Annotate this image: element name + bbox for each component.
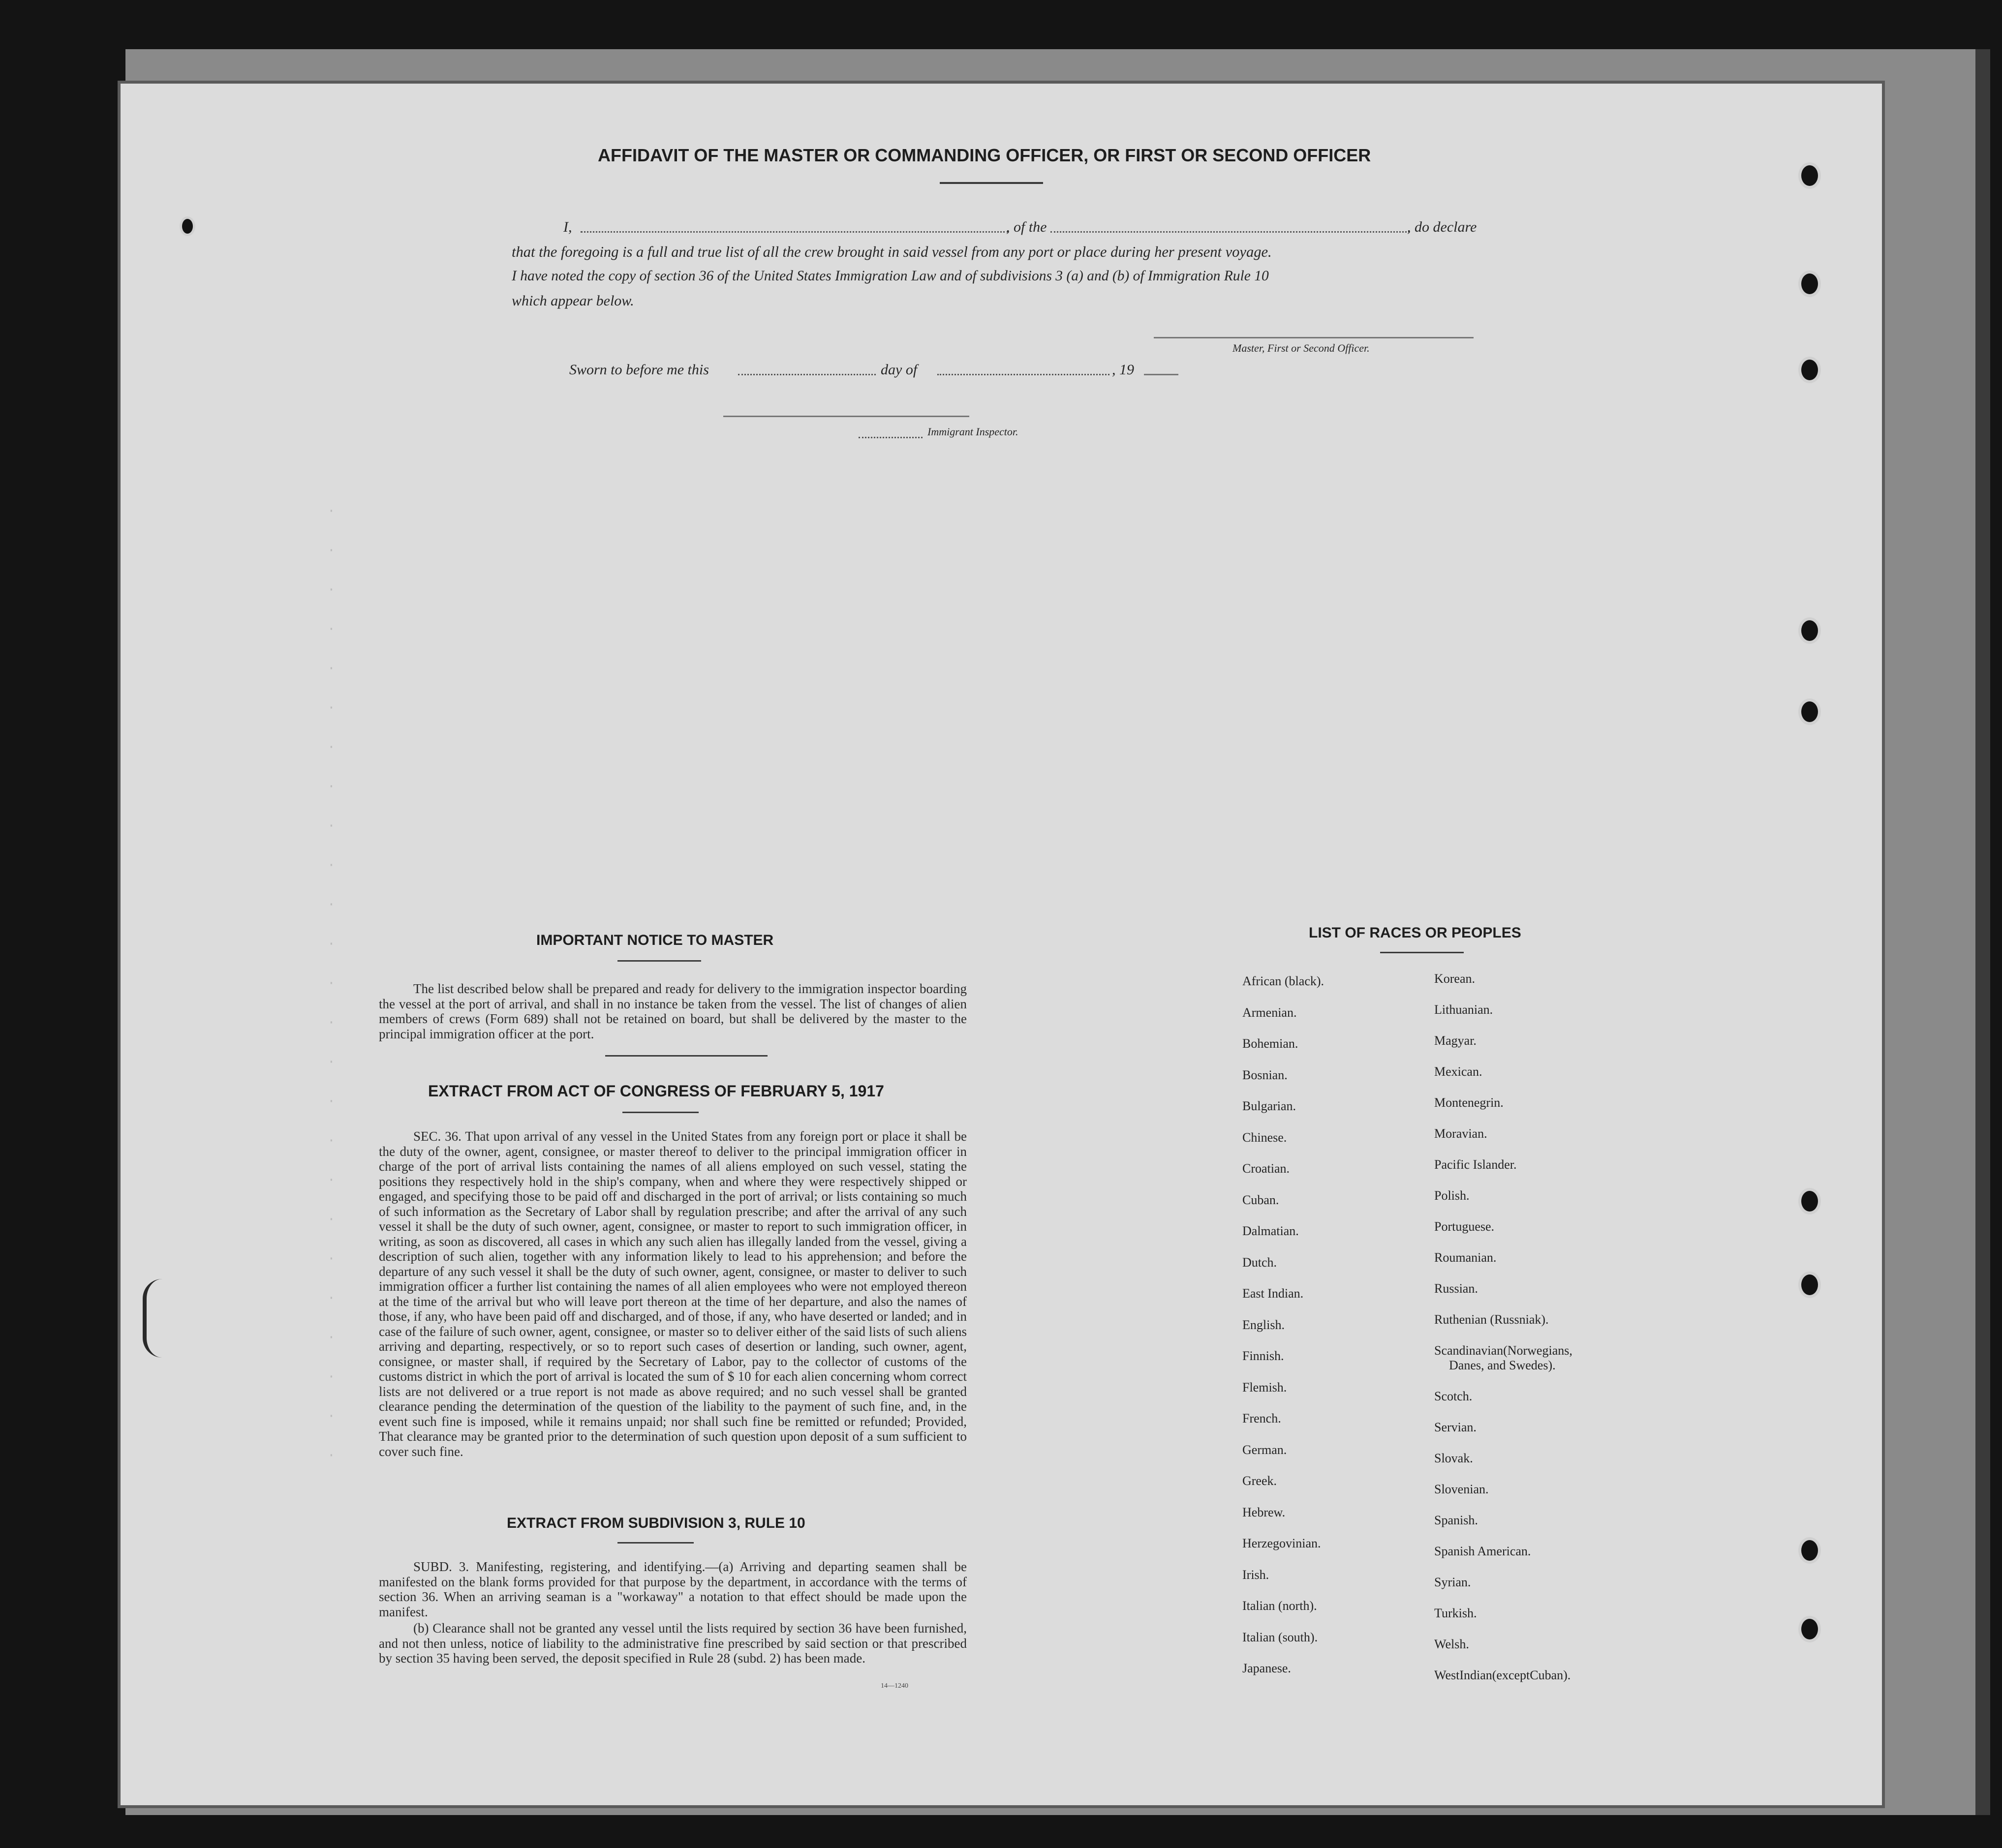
affidavit-line-4: which appear below.	[512, 293, 634, 309]
race-item: Syrian.	[1434, 1575, 1471, 1589]
race-item: Polish.	[1434, 1188, 1470, 1203]
inspector-signature-line[interactable]	[723, 416, 969, 417]
sworn-label: Sworn to before me this	[569, 362, 709, 378]
master-signature-caption: Master, First or Second Officer.	[1232, 342, 1370, 354]
race-item: Cuban.	[1242, 1192, 1279, 1207]
race-item: Bulgarian.	[1242, 1099, 1296, 1113]
race-item: Slovak.	[1434, 1451, 1473, 1465]
binder-hole-3	[1798, 357, 1821, 383]
binder-hole-4	[1798, 617, 1821, 644]
race-item: Roumanian.	[1434, 1250, 1497, 1265]
form-number: 14—1240	[881, 1682, 908, 1690]
extract-act-body: SEC. 36. That upon arrival of any vessel in the United States from any foreign port or place it shall be the duty of the owner, agent, consignee, or master thereof to deliver to the principal immigration officer in charge of the port of arrival lists containing the names of all aliens employed on such vessel, stating the positions they respectively hold in the ship's company, when and where they were respectively shipped or engaged, and specifying those to be paid off and discharged in the port of arrival; or lists containing so much of such information as the Secretary of Labor shall by regulation prescribe; and after the arrival of any such vessel it shall be the duty of such owner, agent, consignee, or master to report to such immigration officer, in writing, as soon as discovered, all cases in which any such alien has illegally landed from the vessel, giving a description of such alien, together with any information likely to lead to his apprehension; and before the departure of any such vessel it shall be the duty of such owner, agent, consignee, or master to deliver to such immigration officer a further list containing the names of all alien employees who were not employed thereon at the time of the arrival but who will leave port thereon at the time of her departure, and also the names of those, if any, who have been paid off and discharged, and of those, if any, who have deserted or landed; and in case of the failure of such owner, agent, consignee, or master so to deliver either of the said lists of such aliens arriving and departing, respectively, or so to report such cases of desertion or landing, such owner, agent, consignee, or master shall, if required by the Secretary of Labor, pay to the collector of customs of the customs district in which the port of arrival is located the sum of $ 10 for each alien concerning whom correct lists are not delivered or a true report is not made as above required; and no such vessel shall be granted clearance pending the determination of the question of the liability to the payment of such fine, and, in the event such fine is imposed, while it remains unpaid; nor shall such fine be remitted or refunded; Provided, That clearance may be granted prior to the determination of such question upon deposit of a sum sufficient to cover such fine.	[379, 1129, 967, 1459]
race-item: Spanish American.	[1434, 1544, 1531, 1558]
sworn-day-field[interactable]	[738, 374, 876, 375]
race-item: Welsh.	[1434, 1637, 1469, 1651]
notice-title-rule	[617, 960, 701, 962]
manifest-back-page	[121, 84, 1882, 1805]
binder-hole-7	[1798, 1272, 1821, 1298]
side-stamp	[143, 1279, 166, 1358]
race-item: French.	[1242, 1411, 1281, 1425]
race-item: Slovenian.	[1434, 1482, 1489, 1496]
affidavit-of-the-label: , of the	[1006, 219, 1047, 235]
affidavit-title-rule	[940, 182, 1043, 184]
race-item: Ruthenian (Russniak).	[1434, 1312, 1549, 1327]
sworn-year-prefix: , 19	[1112, 362, 1134, 378]
affidavit-line-3: I have noted the copy of section 36 of the United States Immigration Law and of subdivisions 3 (a) and (b) of Immigration Rule 10	[512, 268, 1269, 284]
race-item: Dutch.	[1242, 1255, 1277, 1270]
race-item: East Indian.	[1242, 1286, 1304, 1301]
officer-name-field[interactable]	[581, 231, 1009, 233]
race-item: Korean.	[1434, 971, 1476, 986]
binder-hole-1	[1798, 162, 1821, 189]
affidavit-i-label: I,	[563, 219, 572, 235]
extract-rule-para-a: SUBD. 3. Manifesting, registering, and identifying.—(a) Arriving and departing seamen shall be manifested on the blank forms provided for that purpose by the department, in accordance with the terms of section 36. When an arriving seaman is a "workaway" a notation to that effect should be made upon the manifest.	[379, 1559, 967, 1619]
race-item: Bohemian.	[1242, 1036, 1298, 1051]
race-item: Italian (south).	[1242, 1630, 1318, 1644]
race-item: Spanish.	[1434, 1513, 1478, 1527]
race-item: Chinese.	[1242, 1130, 1287, 1145]
master-signature-line[interactable]	[1154, 337, 1474, 338]
race-item: Turkish.	[1434, 1606, 1477, 1620]
race-item: Montenegrin.	[1434, 1095, 1504, 1110]
binder-hole-5	[1798, 698, 1821, 725]
binder-hole-2	[1798, 271, 1821, 297]
extract-rule-para-b: (b) Clearance shall not be granted any vessel until the lists required by section 36 have been furnished, and not then unless, notice of liability to the administrative fine prescribed by said section or that prescribed by section 35 having been served, the deposit specified in Rule 28 (subd. 2) has been made.	[379, 1621, 967, 1666]
affidavit-title: AFFIDAVIT OF THE MASTER OR COMMANDING OFFICER, OR FIRST OR SECOND OFFICER	[598, 145, 1371, 165]
races-title: LIST OF RACES OR PEOPLES	[1309, 925, 1521, 941]
sworn-year-field[interactable]	[1144, 374, 1178, 375]
race-item: African (black).	[1242, 974, 1324, 988]
binder-hole-9	[1798, 1616, 1821, 1642]
race-item: Lithuanian.	[1434, 1002, 1493, 1017]
race-item: Mexican.	[1434, 1064, 1482, 1079]
race-item: Hebrew.	[1242, 1505, 1286, 1519]
sworn-day-of-label: day of	[881, 362, 918, 378]
races-title-rule	[1380, 952, 1464, 953]
race-item: Servian.	[1434, 1420, 1477, 1434]
race-item: Irish.	[1242, 1567, 1269, 1582]
binder-hole-left	[180, 216, 195, 236]
race-item: English.	[1242, 1317, 1285, 1332]
race-item: Bosnian.	[1242, 1067, 1288, 1082]
binder-hole-6	[1798, 1188, 1821, 1214]
race-item: Greek.	[1242, 1474, 1277, 1488]
race-item: Armenian.	[1242, 1005, 1297, 1020]
inspector-caption: Immigrant Inspector.	[927, 425, 1018, 438]
race-item: German.	[1242, 1442, 1287, 1457]
notice-title: IMPORTANT NOTICE TO MASTER	[536, 932, 774, 948]
race-item: Dalmatian.	[1242, 1224, 1299, 1238]
notice-body: The list described below shall be prepared and ready for delivery to the immigration inspector boarding the vessel at the port of arrival, and shall in no instance be taken from the vessel. The list of changes of alien members of crews (Form 689) shall not be retained on board, but shall be delivered by the master to the principal immigration officer at the port.	[379, 981, 967, 1041]
affidavit-declare-label: , do declare	[1407, 219, 1477, 235]
race-item: Italian (north).	[1242, 1599, 1317, 1613]
race-item: Portuguese.	[1434, 1219, 1495, 1234]
race-item: Russian.	[1434, 1281, 1478, 1296]
affidavit-line-2: that the foregoing is a full and true list of all the crew brought in said vessel from any port or place during her present voyage.	[512, 243, 1272, 260]
race-item: Herzegovinian.	[1242, 1536, 1321, 1550]
race-item: Japanese.	[1242, 1661, 1291, 1675]
race-item: Flemish.	[1242, 1380, 1287, 1394]
binder-hole-8	[1798, 1537, 1821, 1564]
notice-separator	[605, 1055, 768, 1057]
sworn-month-field[interactable]	[937, 374, 1109, 375]
extract-rule-title-rule	[617, 1542, 694, 1544]
race-item: Finnish.	[1242, 1349, 1284, 1363]
race-item: WestIndian(exceptCuban).	[1434, 1668, 1571, 1682]
race-item: Danes, and Swedes).	[1449, 1358, 1556, 1372]
race-item: Pacific Islander.	[1434, 1157, 1517, 1172]
race-item: Scotch.	[1434, 1389, 1473, 1403]
extract-act-title-rule	[622, 1112, 699, 1113]
extract-rule-title: EXTRACT FROM SUBDIVISION 3, RULE 10	[507, 1515, 805, 1531]
race-item: Croatian.	[1242, 1161, 1290, 1176]
race-item: Moravian.	[1434, 1126, 1487, 1141]
extract-act-title: EXTRACT FROM ACT OF CONGRESS OF FEBRUARY 5, 1917	[428, 1082, 884, 1100]
bleed-through-marks: · · · · · · · · · · · · · · · · · · · · · · · · ·	[327, 504, 336, 1463]
vessel-name-field[interactable]	[1050, 231, 1410, 233]
inspector-dotted-lead	[859, 437, 923, 438]
race-item: Scandinavian(Norwegians,	[1434, 1343, 1572, 1358]
race-item: Magyar.	[1434, 1033, 1477, 1048]
